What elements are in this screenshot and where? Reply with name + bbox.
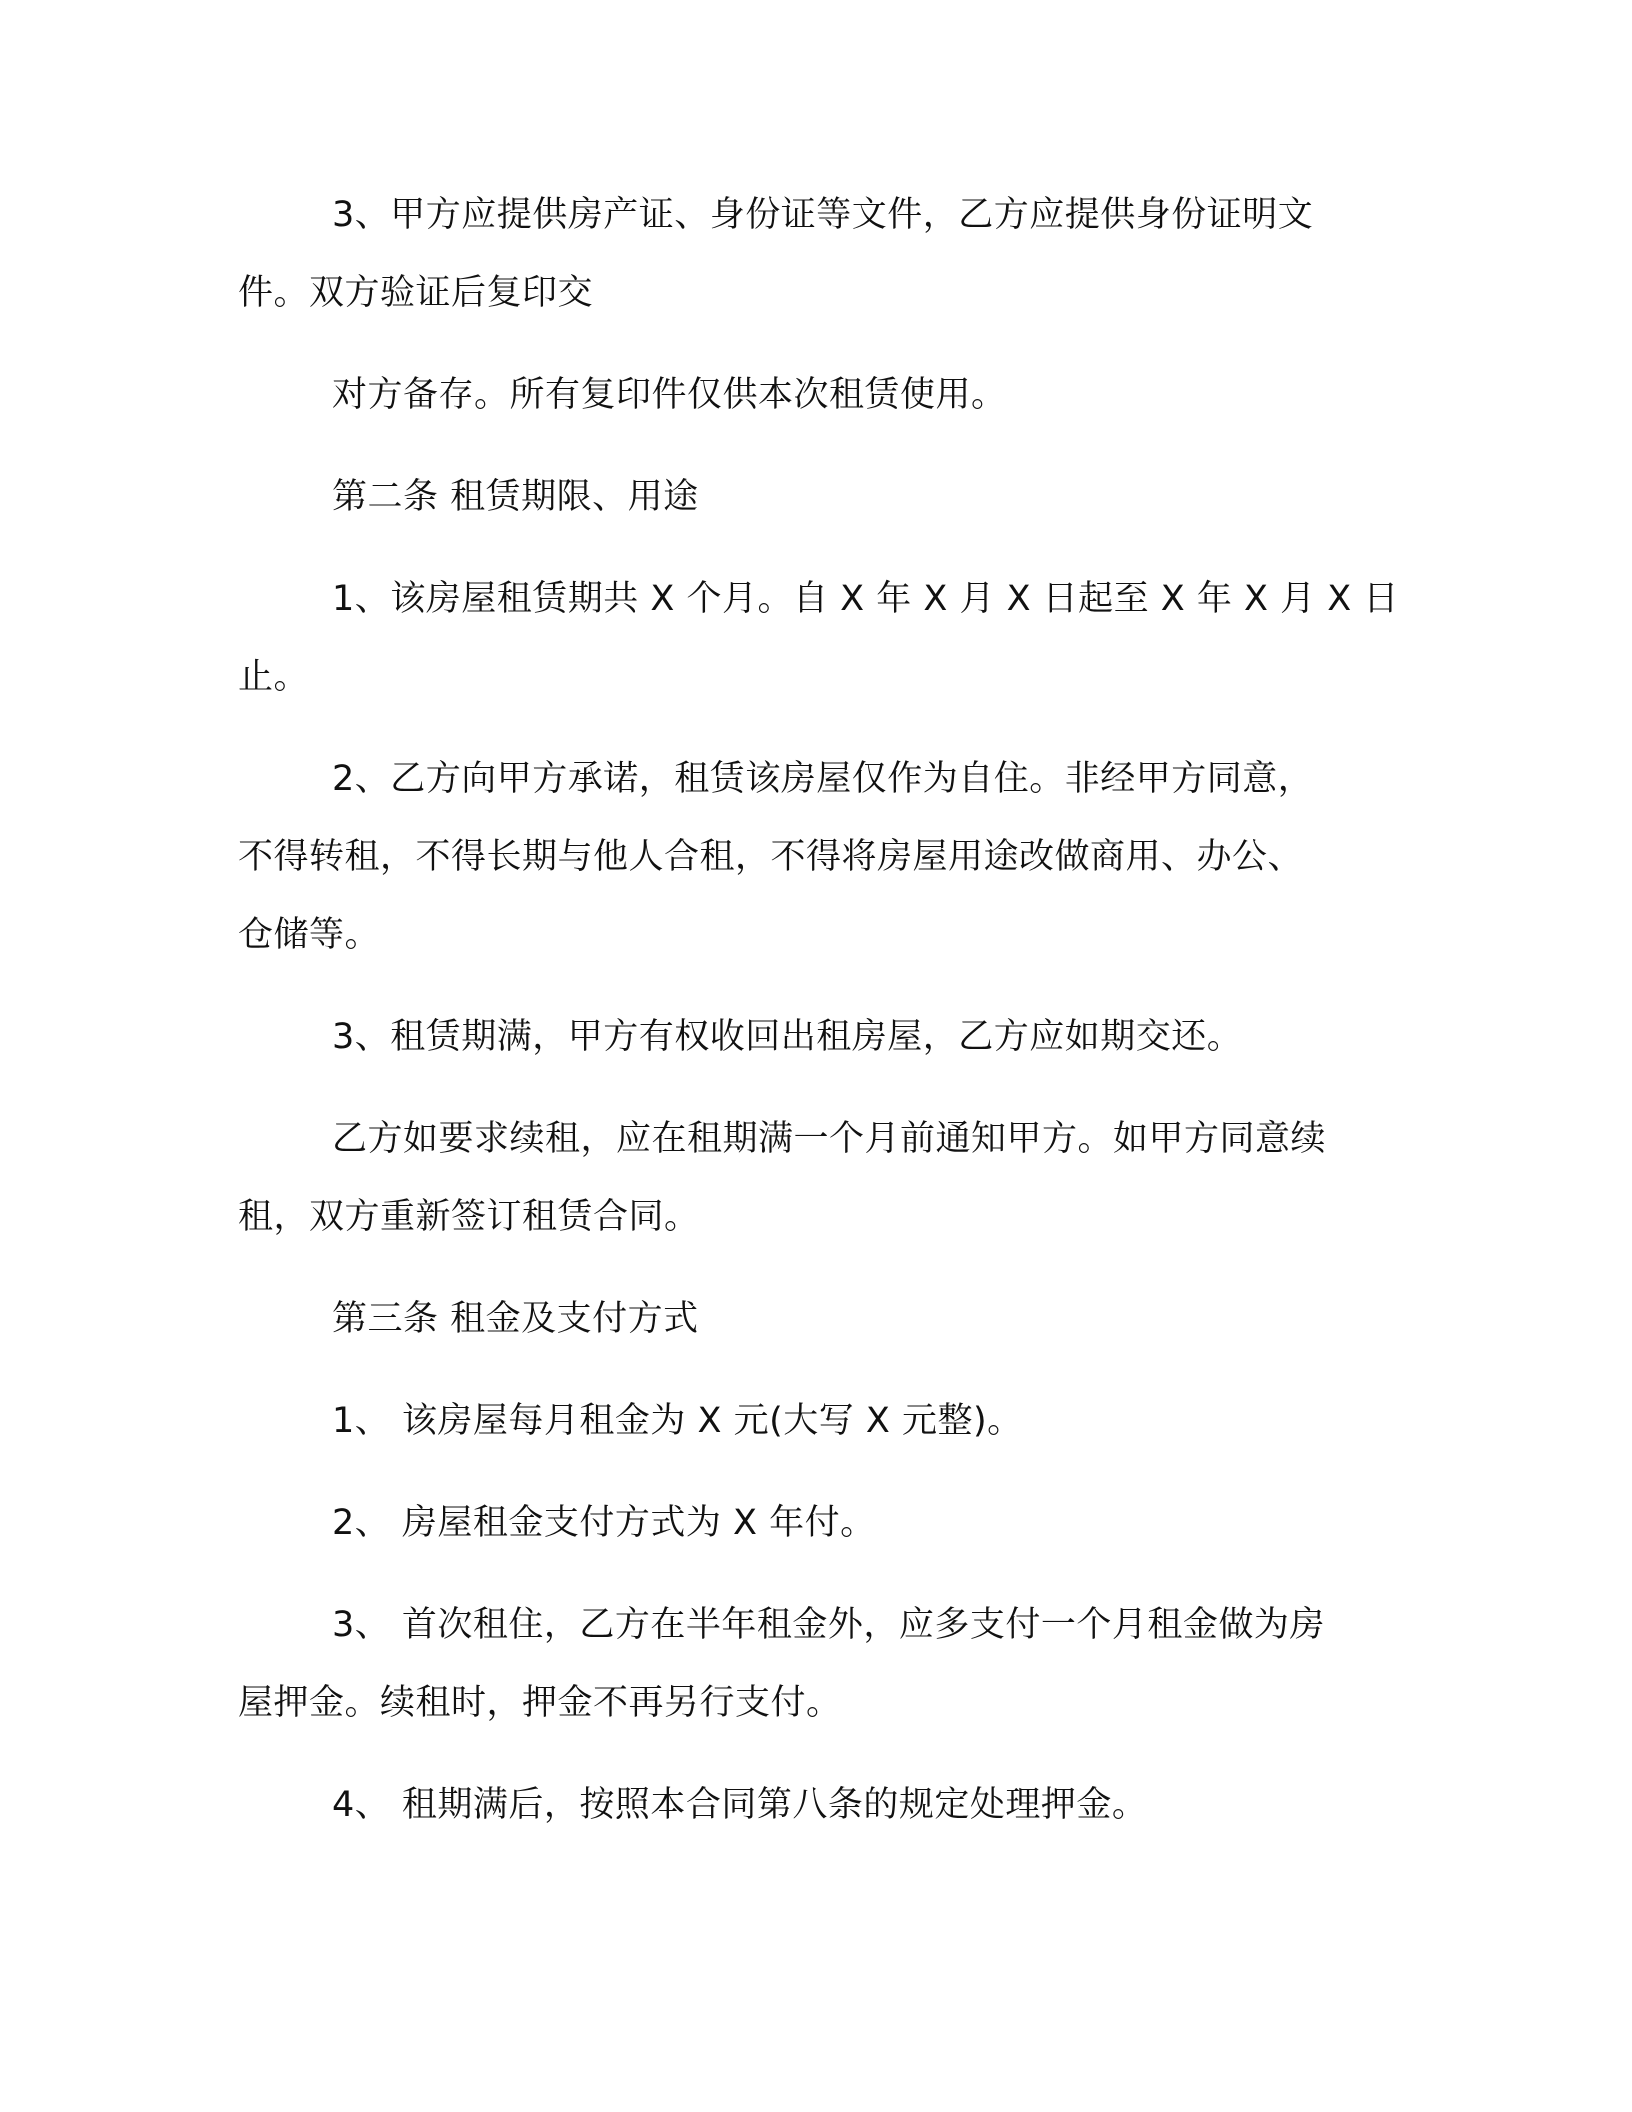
text-line: 2、乙方向甲方承诺，租赁该房屋仅作为自住。非经甲方同意， bbox=[332, 759, 1314, 799]
text-line: 2、 房屋租金支付方式为 X 年付。 bbox=[332, 1503, 876, 1543]
text-line: 仓储等。 bbox=[238, 915, 381, 955]
text-line: 屋押金。续租时，押金不再另行支付。 bbox=[238, 1683, 842, 1723]
text-line: 止。 bbox=[238, 657, 310, 697]
text-line: 租，双方重新签订租赁合同。 bbox=[238, 1197, 700, 1237]
text-line: 3、 首次租住，乙方在半年租金外，应多支付一个月租金做为房 bbox=[332, 1605, 1325, 1645]
text-line: 件。双方验证后复印交 bbox=[238, 273, 594, 313]
section-heading: 第二条 租赁期限、用途 bbox=[332, 477, 699, 517]
text-line: 对方备存。所有复印件仅供本次租赁使用。 bbox=[332, 375, 1007, 415]
text-line: 乙方如要求续租，应在租期满一个月前通知甲方。如甲方同意续 bbox=[332, 1119, 1327, 1159]
text-line: 不得转租，不得长期与他人合租，不得将房屋用途改做商用、办公、 bbox=[238, 837, 1304, 877]
section-heading: 第三条 租金及支付方式 bbox=[332, 1299, 699, 1339]
text-line: 1、该房屋租赁期共 X 个月。自 X 年 X 月 X 日起至 X 年 X 月 X 日 bbox=[332, 579, 1399, 619]
text-line: 1、 该房屋每月租金为 X 元(大写 X 元整)。 bbox=[332, 1401, 1023, 1441]
text-line: 3、租赁期满，甲方有权收回出租房屋，乙方应如期交还。 bbox=[332, 1017, 1243, 1057]
text-line: 3、甲方应提供房产证、身份证等文件，乙方应提供身份证明文 bbox=[332, 195, 1314, 235]
text-line: 4、 租期满后，按照本合同第八条的规定处理押金。 bbox=[332, 1785, 1148, 1825]
